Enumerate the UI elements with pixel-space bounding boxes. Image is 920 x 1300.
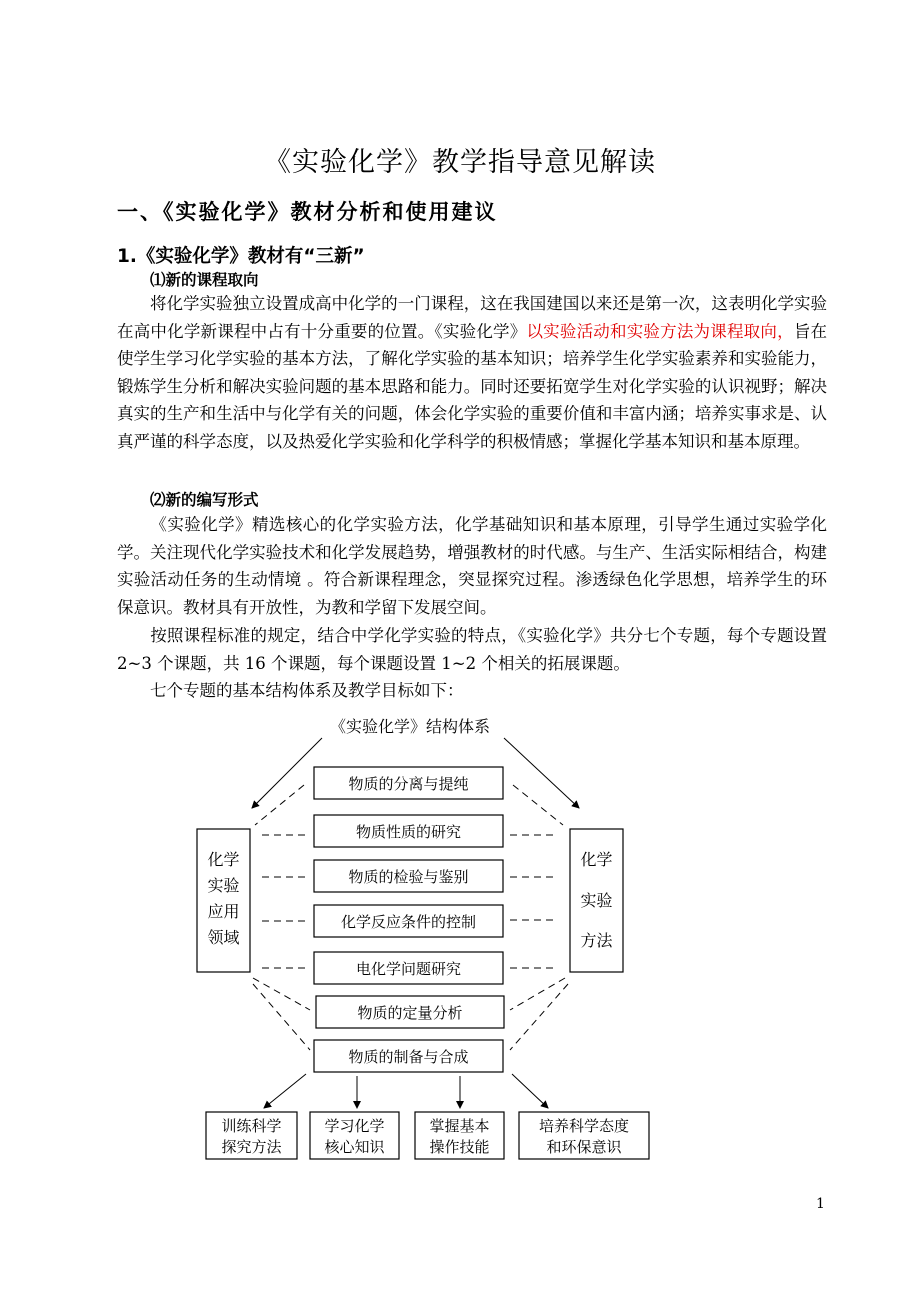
goal-1-line-1: 训练科学 — [221, 1117, 282, 1135]
goal-box-4 — [519, 1112, 649, 1159]
left-box-application-fields — [197, 829, 250, 972]
item1-text-before: 将化学实验独立设置成高中化学的一门课程，这在我国建国以来还是第一次，这表明化学实验在高中化学新课程中占有十分重要的位置。《实验化学》 — [117, 294, 827, 341]
topic-box-7 — [314, 1040, 503, 1072]
item2-text: 《实验化学》精选核心的化学实验方法，化学基础知识和基本原理，引导学生通过实验学化学。关注现代化学实验技术和化学发展趋势，增强教材的时代感。与生产、生活实际相结合，构建实验活动任务的生动情境 。符合新课程理念，突显探究过程。渗透绿色化学思想，培养学生的环保意识。教材具有开放性，为教和学留下发展空间。 — [117, 515, 827, 617]
item1-heading: ⑴新的课程取向 — [150, 271, 259, 289]
item2-text3: 七个专题的基本结构体系及教学目标如下： — [150, 681, 464, 700]
topic-label-6: 物质的定量分析 — [357, 1004, 463, 1022]
goal-2-line-2: 核心知识 — [324, 1138, 385, 1156]
right-box-line-1: 化学 — [580, 850, 613, 869]
left-box-line-3: 应用 — [207, 902, 240, 921]
goal-box-1 — [206, 1112, 297, 1159]
topic-box-3 — [314, 860, 503, 892]
right-box-methods — [570, 829, 623, 972]
goal-box-2 — [310, 1112, 399, 1159]
topic-box-2 — [314, 815, 503, 847]
left-box-line-1: 化学 — [207, 850, 240, 869]
topic-label-3: 物质的检验与鉴别 — [348, 868, 469, 886]
topic-box-5 — [314, 952, 503, 984]
left-box-line-2: 实验 — [207, 876, 240, 895]
arrow-left — [252, 738, 322, 808]
dashed-connectors-right — [510, 785, 568, 1050]
dashed-connectors-left — [253, 785, 310, 1050]
topic-label-7: 物质的制备与合成 — [348, 1048, 469, 1066]
topic-label-1: 物质的分离与提纯 — [348, 775, 469, 793]
page-number: 1 — [816, 1196, 825, 1212]
item1-text-after: 旨在使学生学习化学实验的基本方法，了解化学实验的基本知识；培养学生化学实验素养和实验能力，锻炼学生分析和解决实验问题的基本思路和能力。同时还要拓宽学生对化学实验的认识视野；解决真实的生产和生活中与化学有关的问题，体会化学实验的重要价值和丰富内涵；培养实事求是、认真严谨的科学态度，以及热爱化学实验和化学科学的积极情感；掌握化学基本知识和基本原理。 — [117, 321, 828, 451]
section-heading: 一、《实验化学》教材分析和使用建议 — [117, 200, 498, 224]
item2-text2: 按照课程标准的规定，结合中学化学实验的特点，《实验化学》共分七个专题，每个专题设置 2~3 个课题，共 16 个课题，每个课题设置 1~2 个相关的拓展课题。 — [117, 626, 827, 673]
goal-4-line-1: 培养科学态度 — [538, 1117, 630, 1135]
item2-heading: ⑵新的编写形式 — [150, 491, 259, 509]
subsection-heading: 1.《实验化学》教材有“三新” — [117, 246, 365, 267]
goal-3-line-2: 操作技能 — [429, 1138, 490, 1156]
right-box-line-3: 方法 — [580, 931, 613, 950]
right-box-line-2: 实验 — [580, 891, 613, 910]
goal-box-3 — [415, 1112, 504, 1159]
topic-label-5: 电化学问题研究 — [355, 960, 462, 978]
goal-2-line-1: 学习化学 — [324, 1117, 385, 1135]
left-box-line-4: 领域 — [207, 928, 240, 947]
topic-box-1 — [314, 767, 503, 799]
goal-3-line-1: 掌握基本 — [429, 1117, 490, 1135]
topic-label-2: 物质性质的研究 — [355, 823, 462, 841]
item1-text-highlight: 以实验活动和实验方法为课程取向， — [526, 321, 794, 341]
goal-1-line-2: 探究方法 — [221, 1138, 282, 1156]
arrow-goal-1 — [264, 1074, 306, 1108]
topic-box-6 — [316, 996, 504, 1028]
topic-box-4 — [314, 905, 503, 937]
arrow-right — [504, 738, 579, 808]
arrow-goal-4 — [512, 1074, 548, 1108]
goal-4-line-2: 和环保意识 — [546, 1138, 622, 1156]
page-title: 《实验化学》教学指导意见解读 — [264, 147, 656, 178]
diagram-title: 《实验化学》结构体系 — [329, 717, 491, 736]
topic-label-4: 化学反应条件的控制 — [340, 913, 477, 931]
